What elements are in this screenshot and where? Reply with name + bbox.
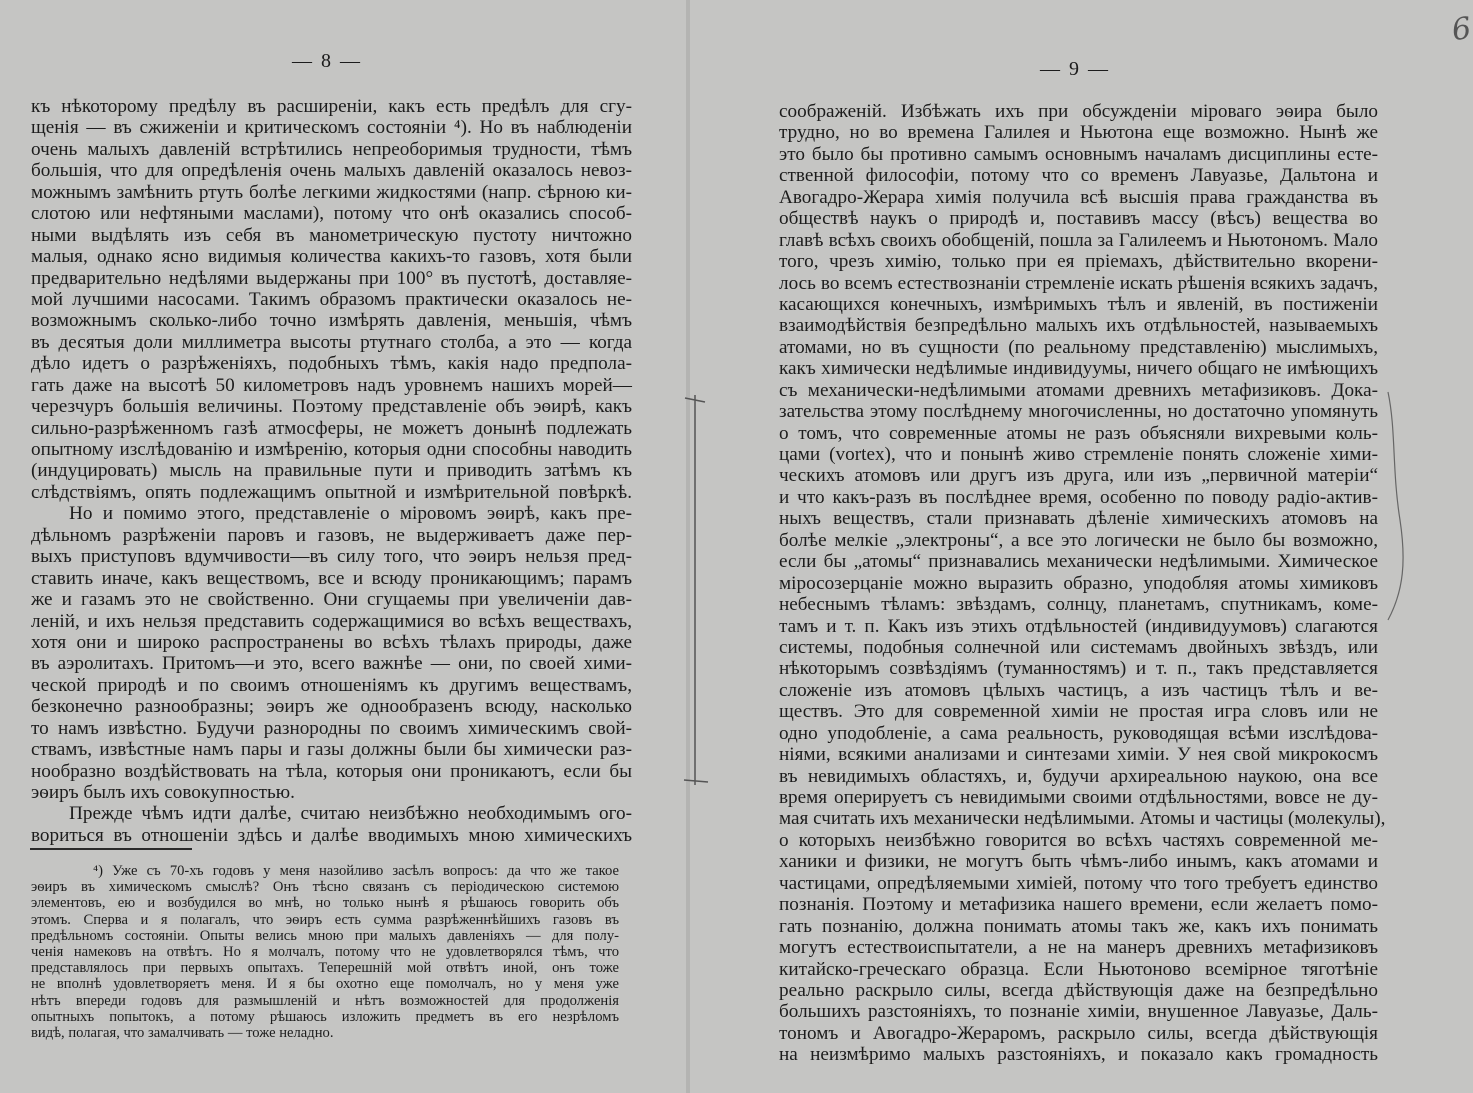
text-line: черезчуръ большія величины. Поэтому представленіе объ эѳирѣ, какъ [31, 396, 632, 418]
text-line: не вполнѣ удовлетворяетъ меня. И я бы охотно еще помолчалъ, но у меня уже [31, 976, 619, 993]
text-line: ческихъ атомовъ или другъ изъ друга, или изъ „первичной матеріи“ [779, 465, 1378, 487]
text-line: Прежде чѣмъ идти далѣе, считаю неизбѣжно необходимымъ ого- [69, 803, 632, 825]
text-line: опытному изслѣдованію и измѣренію, которыя одни способны наводить [31, 439, 632, 460]
text-line: леній, и ихъ нельзя представить содержащимися во всѣхъ веществахъ, [31, 610, 632, 632]
text-line: въ десятыя доли миллиметра высоты ртутнаго столба, а это — когда [31, 331, 632, 353]
text-line: взаимодѣйствія безпредѣльно малыхъ ихъ отдѣльностей, называемыхъ [779, 315, 1378, 337]
text-line: міросозерцаніе можно выразить образно, уподобляя атомы химиковъ [779, 572, 1378, 594]
text-line: какъ химически недѣлимые индивидуумы, ничего общаго не имѣющихъ [779, 358, 1378, 380]
text-line: системы, подобныя солнечной или системамъ двойныхъ звѣздъ, или [779, 636, 1378, 658]
right-page-body [779, 101, 1386, 1066]
text-line: большихъ разстояніяхъ, то познаніе химіи, внушенное Лавуазье, Даль- [779, 1001, 1378, 1023]
text-line: если бы „атомы“ признавались механически недѣлимыми. Химическое [779, 551, 1378, 573]
text-line: большія, что для опредѣленія очень малыхъ давленій оказалось невоз- [31, 160, 632, 182]
text-line: касающихся конечныхъ, измѣримыхъ тѣлъ и явленій, въ постиженіи [779, 293, 1378, 315]
page-edge [686, 0, 690, 1093]
text-line: сильно-разрѣженномъ газѣ атмосферы, не можетъ донынѣ подлежать [31, 417, 632, 439]
text-line: малыя, однако ясно видимыя количества какихъ-то газовъ, хотя были [31, 246, 632, 268]
text-line: видѣ, полагая, что замалчивать — тоже неладно. [31, 1024, 334, 1041]
page-number-right: — 9 — [1040, 58, 1110, 80]
text-line: очень малыхъ давленій встрѣтились непреоборимыя трудности, тѣмъ [31, 138, 632, 160]
text-line: мой лучшими насосами. Такимъ образомъ практически оказалось не- [31, 288, 632, 310]
text-line: безконечно разнообразны; эѳиръ же однообразенъ всюду, насколько [31, 696, 632, 718]
text-line: то намъ извѣстно. Будучи разнородны по своимъ химическимъ свой- [31, 717, 632, 739]
text-line: реально раскрыло силы, всегда дѣйствующія даже на безпредѣльно [779, 979, 1378, 1001]
footnote-rule [30, 848, 192, 850]
page-number-left: — 8 — [292, 50, 362, 72]
text-line: элементовъ, ею и возбудился во мнѣ, но только нынѣ я рѣшаюсь говорить объ [31, 895, 619, 912]
text-line: лось во всемъ естествознаніи стремленіе искать рѣшенія всякихъ задачъ, [779, 272, 1378, 294]
text-line: Но и помимо этого, представленіе о міровомъ эѳирѣ, какъ пре- [69, 503, 632, 525]
text-line: ныхъ веществъ, стали признавать дѣленіе химическихъ атомовъ на [779, 508, 1378, 530]
text-line: съ механически-недѣлимыми атомами древнихъ метафизиковъ. Дока- [779, 379, 1378, 401]
text-line: о томъ, что современные атомы не разъ объясняли вихревыми коль- [779, 422, 1378, 444]
text-line: цами (vortex), что и понынѣ живо стремленіе понять сложеніе хими- [779, 444, 1378, 465]
text-line: въ невидимыхъ областяхъ, и, будучи архиреальною наукою, она все [779, 765, 1378, 787]
text-line: къ нѣкоторому предѣлу въ расширеніи, какъ есть предѣлъ для сгу- [31, 96, 632, 117]
text-line: предварительно недѣлями выдержаны при 100° въ пустотѣ, доставляе- [31, 267, 632, 289]
text-line: (индуцировать) мысль на правильные пути и приводить затѣмъ къ [31, 460, 632, 482]
text-line: нѣтъ впереди годовъ для размышленій и нѣтъ возможностей для продолженія [31, 992, 619, 1009]
text-line: время оперируетъ съ невидимыми своими отдѣльностями, вовсе не ду- [779, 787, 1378, 808]
text-line: небеснымъ тѣламъ: звѣздамъ, солнцу, планетамъ, спутникамъ, коме- [779, 594, 1378, 616]
text-line: познанія. Поэтому и метафизика нашего времени, если желаетъ помо- [779, 894, 1378, 916]
text-line: сложеніе изъ атомовъ цѣлыхъ частицъ, а изъ частицъ тѣлъ и ве- [779, 679, 1378, 701]
text-line: ными выдѣлять изъ себя въ манометрическую пустоту ничтожно [31, 224, 632, 246]
text-line: ставить иначе, какъ веществомъ, все и всюду проникающимъ; парамъ [31, 567, 632, 589]
text-line: ствамъ, извѣстные намъ пары и газы должны были бы химически раз- [31, 739, 632, 761]
text-line: опытныхъ попытокъ, а потому рѣшаюсь изложить предметъ въ его незрѣломъ [31, 1008, 619, 1025]
text-line: ческой природѣ и по своимъ отношеніямъ къ другимъ веществамъ, [31, 674, 632, 696]
text-line: выхъ приступовъ вдумчивости—въ силу того, что эѳиръ нельзя пред- [31, 546, 632, 568]
text-line: тономъ и Авогадро-Жераромъ, раскрыло силы, всегда дѣйствующія [779, 1022, 1378, 1044]
text-line: дѣльномъ разрѣженіи паровъ и газовъ, не выдерживаетъ даже пер- [31, 524, 632, 546]
text-line: хотя они и широко распространены во всѣхъ тѣлахъ природы, даже [31, 631, 632, 653]
text-line: китайско-греческаго образца. Если Ньютоново всемірное тяготѣніе [779, 958, 1378, 980]
text-line: слѣдствіямъ, опять подлежащимъ опытной и измѣрительной повѣркѣ. [31, 481, 632, 503]
text-line: одно уподобленіе, а сама реальность, руководящая всѣми изслѣдова- [779, 722, 1378, 744]
text-line: вориться въ отношеніи здѣсь и далѣе вводимыхъ мною химическихъ [31, 824, 632, 846]
text-line: атомами, но въ сущности (по реальному представленію) мыслимыхъ, [779, 336, 1378, 358]
text-line: предѣльномъ состояніи. Опыты велись мною при малыхъ давленіяхъ — для полу- [31, 927, 619, 944]
text-line: возможнымъ сколько-либо точно измѣрять давленія, меньшія, чѣмъ [31, 310, 632, 332]
text-line: гать даже на высотѣ 50 километровъ надъ уровнемъ нашихъ морей— [31, 374, 632, 396]
text-line: тамъ и т. п. Какъ изъ этихъ отдѣльностей (индивидуумовъ) слагаются [779, 615, 1378, 637]
text-line: о которыхъ неизбѣжно говорится во всѣхъ частяхъ современной ме- [779, 829, 1378, 851]
text-line: можнымъ замѣнить ртуть болѣе легкими жидкостями (напр. сѣрною ки- [31, 181, 632, 203]
text-line: гать познанію, должна понимать атомы такъ же, какъ ихъ понимать [779, 915, 1378, 937]
text-line: болѣе мелкіе „электроны“, а все это логически не было бы возможно, [779, 529, 1378, 551]
text-line: это было бы противно самымъ основнымъ началамъ дисциплины есте- [779, 143, 1378, 165]
left-page-body [31, 96, 632, 846]
text-line: щенія — въ сжиженіи и критическомъ состояніи ⁴). Но въ наблюденіи [31, 117, 632, 139]
text-line: слотою или нефтяными маслами), потому что онѣ оказались способ- [31, 203, 632, 225]
text-line: же и газамъ это не свойственно. Они сгущаемы при увеличеніи дав- [31, 589, 632, 611]
margin-bracket-mark [1388, 392, 1403, 620]
text-line: дѣло идетъ о разрѣженіяхъ, подобныхъ тѣмъ, какія надо предпола- [31, 353, 632, 375]
left-page-footnote [31, 863, 619, 1041]
text-line: мая считать ихъ механически недѣлимыми. Атомы и частицы (молекулы), [779, 808, 1386, 830]
text-line: главѣ всѣхъ своихъ обобщеній, пошла за Галилеемъ и Ньютономъ. Мало [779, 229, 1378, 251]
text-line: ⁴) Уже съ 70-хъ годовъ у меня назойливо засѣлъ вопросъ: да что же такое [93, 863, 619, 879]
text-line: трудно, но во времена Галилея и Ньютона еще возможно. Нынѣ же [779, 122, 1378, 144]
text-line: нѣкоторымъ созвѣздіямъ (туманностямъ) и т. п., такъ представляется [779, 658, 1378, 680]
text-line: того, чрезъ химію, только при ея пріемахъ, дѣйствительно вкорени- [779, 251, 1378, 273]
handwritten-page-mark: 6 [1449, 10, 1473, 49]
text-line: зательства этому послѣднему многочисленны, но достаточно упомянуть [779, 401, 1378, 423]
text-line: и что какъ-разъ въ послѣднее время, особенно по поводу радіо-актив- [779, 486, 1378, 508]
text-line: обществѣ наукъ о природѣ и, поставивъ массу (вѣсъ) вещества во [779, 208, 1378, 230]
text-line: ственной философіи, потому что со временъ Лавуазье, Дальтона и [779, 165, 1378, 187]
text-line: частицами, опредѣляемыми химіей, потому что того требуетъ единство [779, 872, 1378, 894]
text-line: ченія намековъ на отвѣтъ. Но я молчалъ, потому что не удовлетворялся тѣмъ, что [31, 943, 619, 960]
text-line: ханики и физики, не могутъ быть чѣмъ-либо инымъ, какъ атомами и [779, 851, 1378, 873]
text-line: Авогадро-Жерара химія получила всѣ высшія права гражданства въ [779, 186, 1378, 208]
text-line: ніями, всякими анализами и синтезами химіи. У нея свой микрокосмъ [779, 744, 1378, 766]
text-line: ществъ. Это для современной химіи не простая игра словъ или не [779, 701, 1378, 723]
text-line: соображеній. Избѣжать ихъ при обсужденіи міроваго эѳира было [779, 101, 1378, 122]
text-line: этомъ. Сперва и я полагалъ, что эѳиръ есть сумма разрѣженнѣйшихъ газовъ въ [31, 911, 619, 928]
text-line: нообразно воздѣйствовать на тѣла, которыя они проникаютъ, если бы [31, 760, 632, 782]
text-line: эѳиръ былъ ихъ совокупностью. [31, 782, 295, 803]
text-line: на неизмѣримо малыхъ разстояніяхъ, и показало какъ громадность [779, 1044, 1378, 1066]
text-line: эѳиръ въ химическомъ смыслѣ? Онъ тѣсно связанъ съ періодическою системою [31, 879, 619, 896]
text-line: могутъ естествоиспытатели, а не на манеръ древнихъ метафизиковъ [779, 937, 1378, 959]
text-line: въ аэролитахъ. Притомъ—и это, всего важнѣе — они, по своей хими- [31, 653, 632, 675]
text-line: представлялось при первыхъ опытахъ. Теперешній мой отвѣтъ иной, онъ тоже [31, 960, 619, 977]
